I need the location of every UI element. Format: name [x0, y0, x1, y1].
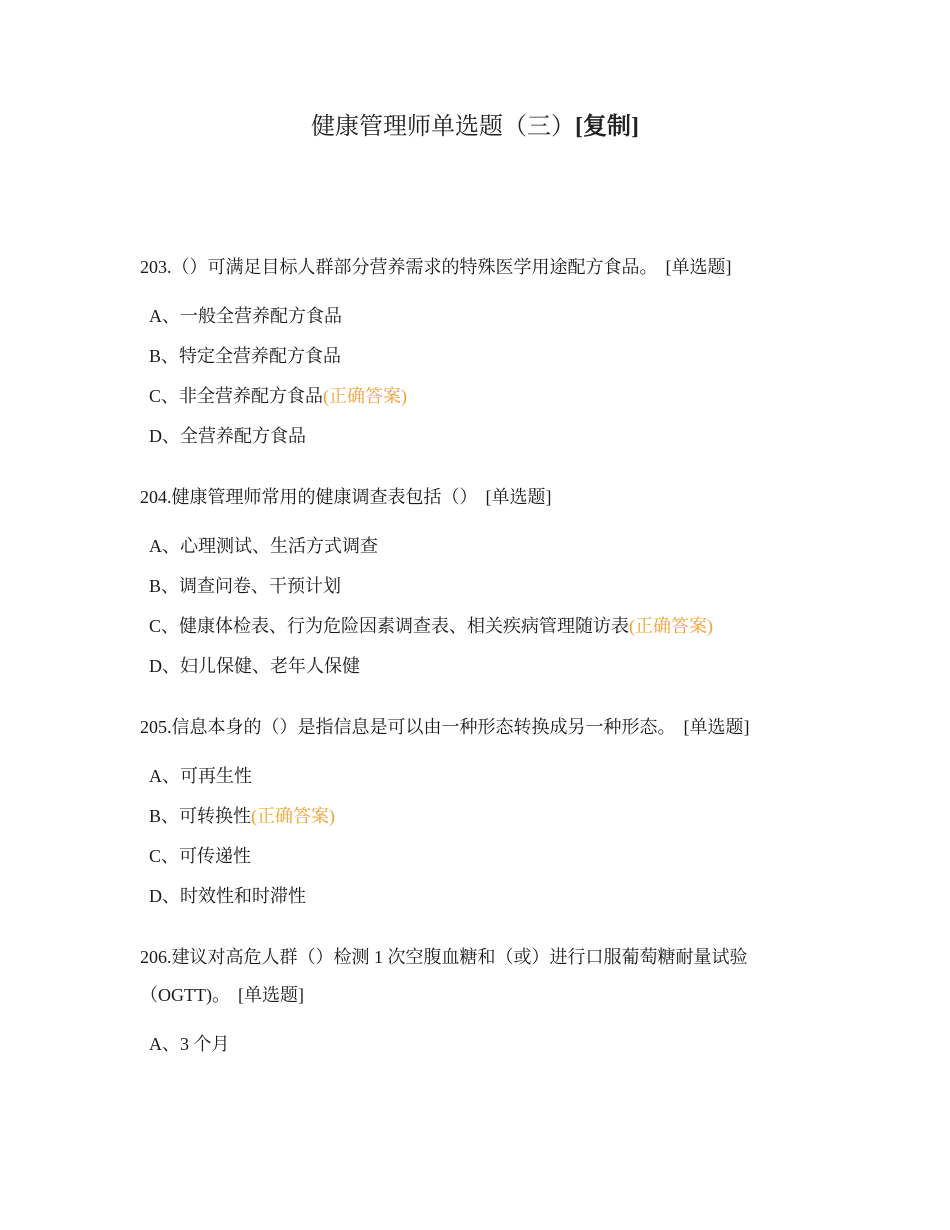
option-d: [140, 646, 790, 686]
question-204: [140, 478, 790, 686]
option-text: A、心理测试、生活方式调查: [149, 536, 378, 556]
question-text: 205.信息本身的（）是指信息是可以由一种形态转换成另一种形态。: [140, 717, 676, 737]
option-b: [140, 336, 790, 376]
title-copy-tag: [复制]: [575, 114, 639, 140]
title-text: 健康管理师单选题（三）: [311, 114, 575, 140]
question-205: [140, 708, 790, 916]
question-text: 206.建议对高危人群（）检测 1 次空腹血糖和（或）进行口服葡萄糖耐量试验（OGTT)。: [140, 947, 748, 1005]
option-text: C、健康体检表、行为危险因素调查表、相关疾病管理随访表: [149, 616, 630, 636]
option-text: B、特定全营养配方食品: [149, 346, 342, 366]
option-d: [140, 876, 790, 916]
correct-answer-mark: (正确答案): [251, 806, 336, 826]
question-type-label: [单选题]: [665, 257, 732, 277]
option-text: B、可转换性: [149, 806, 252, 826]
question-text: 203.（）可满足目标人群部分营养需求的特殊医学用途配方食品。: [140, 257, 658, 277]
question-206: [140, 938, 790, 1064]
question-stem: [140, 248, 790, 286]
page-title: [0, 110, 950, 144]
option-a: [140, 756, 790, 796]
option-c: [140, 376, 790, 416]
option-a: [140, 1024, 790, 1064]
option-a: [140, 526, 790, 566]
question-text: 204.健康管理师常用的健康调查表包括（）: [140, 487, 478, 507]
option-b: [140, 796, 790, 836]
option-text: A、可再生性: [149, 766, 252, 786]
question-type-label: [单选题]: [237, 985, 304, 1005]
option-b: [140, 566, 790, 606]
option-c: [140, 606, 790, 646]
correct-answer-mark: (正确答案): [629, 616, 714, 636]
question-list: [140, 248, 790, 1086]
option-c: [140, 836, 790, 876]
question-stem: [140, 938, 790, 1014]
correct-answer-mark: (正确答案): [323, 386, 408, 406]
option-text: A、3 个月: [149, 1034, 230, 1054]
option-text: A、一般全营养配方食品: [149, 306, 342, 326]
option-text: D、时效性和时滞性: [149, 886, 306, 906]
option-text: B、调查问卷、干预计划: [149, 576, 342, 596]
option-a: [140, 296, 790, 336]
question-stem: [140, 478, 790, 516]
option-text: D、妇儿保健、老年人保健: [149, 656, 360, 676]
question-203: [140, 248, 790, 456]
question-stem: [140, 708, 790, 746]
option-text: C、非全营养配方食品: [149, 386, 324, 406]
question-type-label: [单选题]: [485, 487, 552, 507]
option-text: D、全营养配方食品: [149, 426, 306, 446]
option-d: [140, 416, 790, 456]
option-text: C、可传递性: [149, 846, 252, 866]
question-type-label: [单选题]: [683, 717, 750, 737]
